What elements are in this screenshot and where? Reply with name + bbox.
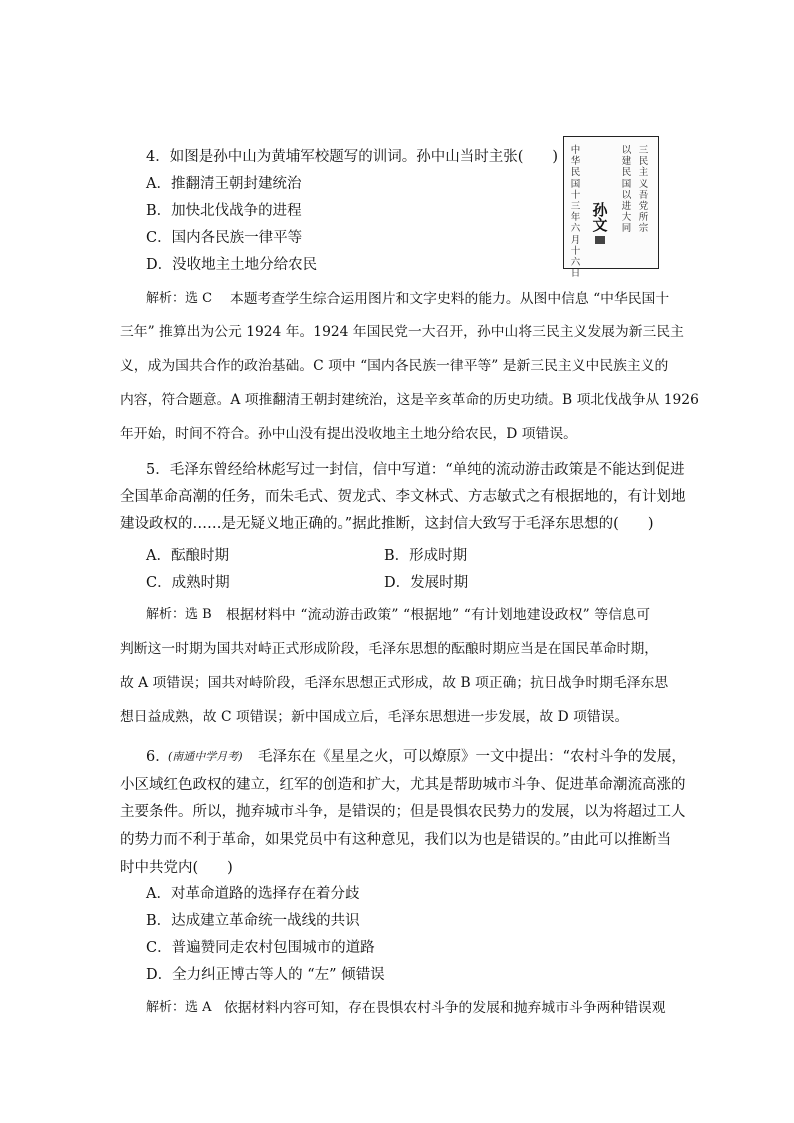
q5-analysis-line-1: 根据材料中 “流动游击政策” “根据地” “有计划地建设政权” 等信息可 [226, 607, 650, 623]
sun-yatsen-inscription-image [563, 136, 659, 280]
q6-number: 6． [146, 749, 170, 765]
q5-analysis-line-4: 想日益成熟，故 C 项错误；新中国成立后，毛泽东思想进一步发展，故 D 项错误。 [120, 709, 629, 725]
q4-analysis-line-2: 三年” 推算出为公元 1924 年。1924 年国民党一大召开，孙中山将三民主义发展为新三民主 [120, 324, 684, 340]
inscription-date-column: 中华民国十三年六月十六日 [570, 145, 581, 280]
q4-analysis-line-4: 内容，符合题意。A 项推翻清王朝封建统治，这是辛亥革命的历史功绩。B 项北伐战争从 1926 [120, 392, 699, 408]
q5-stem-line-1: 5．毛泽东曾经给林彪写过一封信，信中写道：“单纯的流动游击政策是不能达到促进 [146, 462, 685, 478]
q6-stem-line-2: 小区域红色政权的建立，红军的创造和扩大，尤其是帮助城市斗争、促进革命潮流高涨的 [120, 777, 686, 793]
q4-stem: 4．如图是孙中山为黄埔军校题写的训词。孙中山当时主张( ) [146, 149, 559, 165]
q5-option-a: A．酝酿时期 [146, 548, 229, 564]
q6-option-b: B．达成建立革命统一战线的共识 [146, 913, 360, 929]
q4-analysis-line-1: 本题考查学生综合运用图片和文字史料的能力。从图中信息 “中华民国十 [230, 291, 670, 307]
q6-source-tag: (南通中学月考) [168, 750, 243, 763]
inscription-signature: 孙文 [592, 201, 608, 234]
q6-stem-line-5: 时中共党内( ) [120, 860, 233, 876]
q6-option-d: D．全力纠正博古等人的 “左” 倾错误 [146, 967, 385, 983]
q4-option-a: A．推翻清王朝封建统治 [146, 176, 302, 192]
inscription-text-column-1: 以建民国以进大同 [621, 145, 632, 235]
q6-analysis-label: 解析：选 A [146, 1000, 212, 1015]
q4-option-d: D．没收地主土地分给农民 [146, 257, 318, 273]
q4-option-c: C．国内各民族一律平等 [146, 230, 303, 246]
q4-option-b: B．加快北伐战争的进程 [146, 203, 302, 219]
q6-stem-line-1: 毛泽东在《星星之火，可以燎原》一文中提出：“农村斗争的发展， [258, 749, 686, 765]
q6-analysis-line-1: 依据材料内容可知，存在畏惧农村斗争的发展和抛弃城市斗争两种错误观 [224, 1000, 666, 1016]
q4-analysis-label: 解析：选 C [146, 291, 213, 306]
q5-option-b: B．形成时期 [384, 548, 468, 564]
q5-analysis-line-2: 判断这一时期为国共对峙正式形成阶段，毛泽东思想的酝酿时期应当是在国民革命时期， [120, 641, 659, 657]
q5-stem-line-3: 建设政权的……是无疑义地正确的。”据此推断，这封信大致写于毛泽东思想的( ) [120, 516, 654, 532]
q6-option-c: C．普遍赞同走农村包围城市的道路 [146, 940, 375, 956]
q5-stem-line-2: 全国革命高潮的任务，而朱毛式、贺龙式、李文林式、方志敏式之有根据地的，有计划地 [120, 489, 686, 505]
q5-option-d: D．发展时期 [384, 575, 469, 591]
q4-analysis-line-5: 年开始，时间不符合。孙中山没有提出没收地主土地分给农民，D 项错误。 [120, 426, 577, 442]
q5-analysis-label: 解析：选 B [146, 607, 212, 622]
q6-stem-line-4: 的势力而不利于革命，如果党员中有这种意见，我们以为也是错误的。”由此可以推断当 [120, 832, 672, 848]
q6-stem-line-3: 主要条件。所以，抛弃城市斗争，是错误的；但是畏惧农民势力的发展，以为将超过工人 [120, 804, 686, 820]
q4-analysis-line-3: 义，成为国共合作的政治基础。C 项中 “国内各民族一律平等” 是新三民主义中民族主义的 [120, 358, 669, 374]
inscription-text-column-2: 三民主义吾党所宗 [638, 145, 649, 235]
q5-analysis-line-3: 故 A 项错误；国共对峙阶段，毛泽东思想正式形成，故 B 项正确；抗日战争时期毛泽东思 [120, 675, 669, 691]
q6-option-a: A．对革命道路的选择存在着分歧 [146, 886, 360, 902]
q5-option-c: C．成熟时期 [146, 575, 230, 591]
seal-stamp [595, 236, 605, 244]
